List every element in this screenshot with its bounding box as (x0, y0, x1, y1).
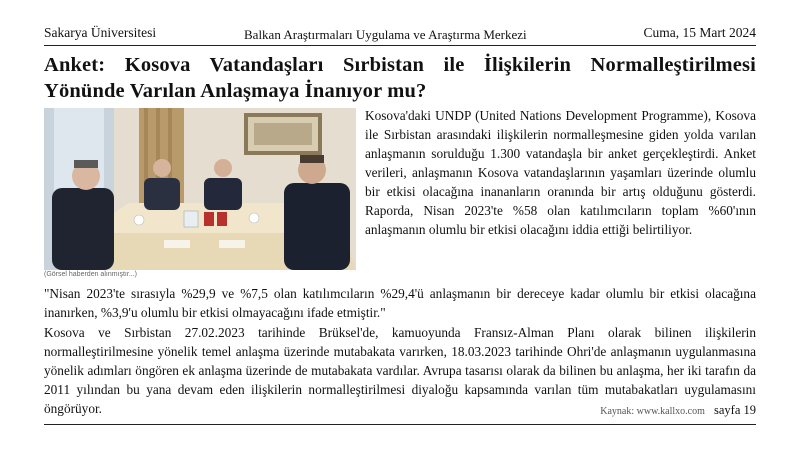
photo-caption: (Görsel haberden alınmıştır...) (44, 271, 137, 278)
source-credit: Kaynak: www.kallxo.com (600, 406, 705, 417)
footer-divider (44, 424, 756, 425)
page-footer (594, 403, 756, 418)
publication-date: Cuma, 15 Mart 2024 (643, 25, 756, 40)
article-headline: Anket: Kosova Vatandaşları Sırbistan ile İlişkilerin Normalleştirilmesi Yönünde Varılan Anlaşmaya İnanıyor mu? (44, 54, 756, 102)
page-number: sayfa 19 (714, 403, 756, 417)
intro-paragraph: Kosova'daki UNDP (United Nations Development Programme), Kosova ile Sırbistan arasındaki ilişkilerin normalleşmesine giden yolda varılan anlaşmanın sorulduğu 1.300 vatandaşla bir anket gerçekleştirdi. Anket verileri, anlaşmanın Kosova vatandaşlarının yaşamları üzerinde olumlu bir etkisi olacağına inananların oranında bir artış olduğunu gösterdi. Raporda, Nisan 2023'te %58 olan katılımcıların toplam %60'ının anlaşmanın olumlu bir etkisi olacağını iddia ettiği belirtiliyor. (365, 108, 756, 237)
header-divider (44, 45, 756, 46)
quote-paragraph: "Nisan 2023'te sırasıyla %29,9 ve %7,5 olan katılımcıların %29,4'ü anlaşmanın bir dereceye kadar olumlu bir etkisi olacağına inanırken, %3,9'u olumlu bir etkisi olmayacağını ifade etmiştir." (44, 286, 756, 320)
article-photo (44, 108, 356, 270)
page-header (44, 22, 756, 44)
university-name: Sakarya Üniversitesi (44, 25, 157, 40)
body-paragraph: Kosova ve Sırbistan 27.02.2023 tarihinde Brüksel'de, kamuoyunda Fransız-Alman Planı olarak bilinen ilişkilerin normalleştirilmesine yönelik temel anlaşma üzerinde mutabakata varırken, 18.03.2023 tarihinde Ohri'de anlaşmanın uygulanmasına yönelik adımları öngören ek anlaşma üzerinde de mutabakata vardılar. Avrupa tasarısı olarak da bilinen bu anlaşma, her iki tarafın da 2011 yılından bu yana devam eden ilişkilerin normalleştirilmesi diyaloğu kapsamında varılan tüm mutabakatları uygulamasını öngörüyor. (44, 325, 756, 416)
document-page (44, 0, 756, 450)
research-center-name: Balkan Araştırmaları Uygulama ve Araştırma Merkezi (244, 27, 527, 42)
